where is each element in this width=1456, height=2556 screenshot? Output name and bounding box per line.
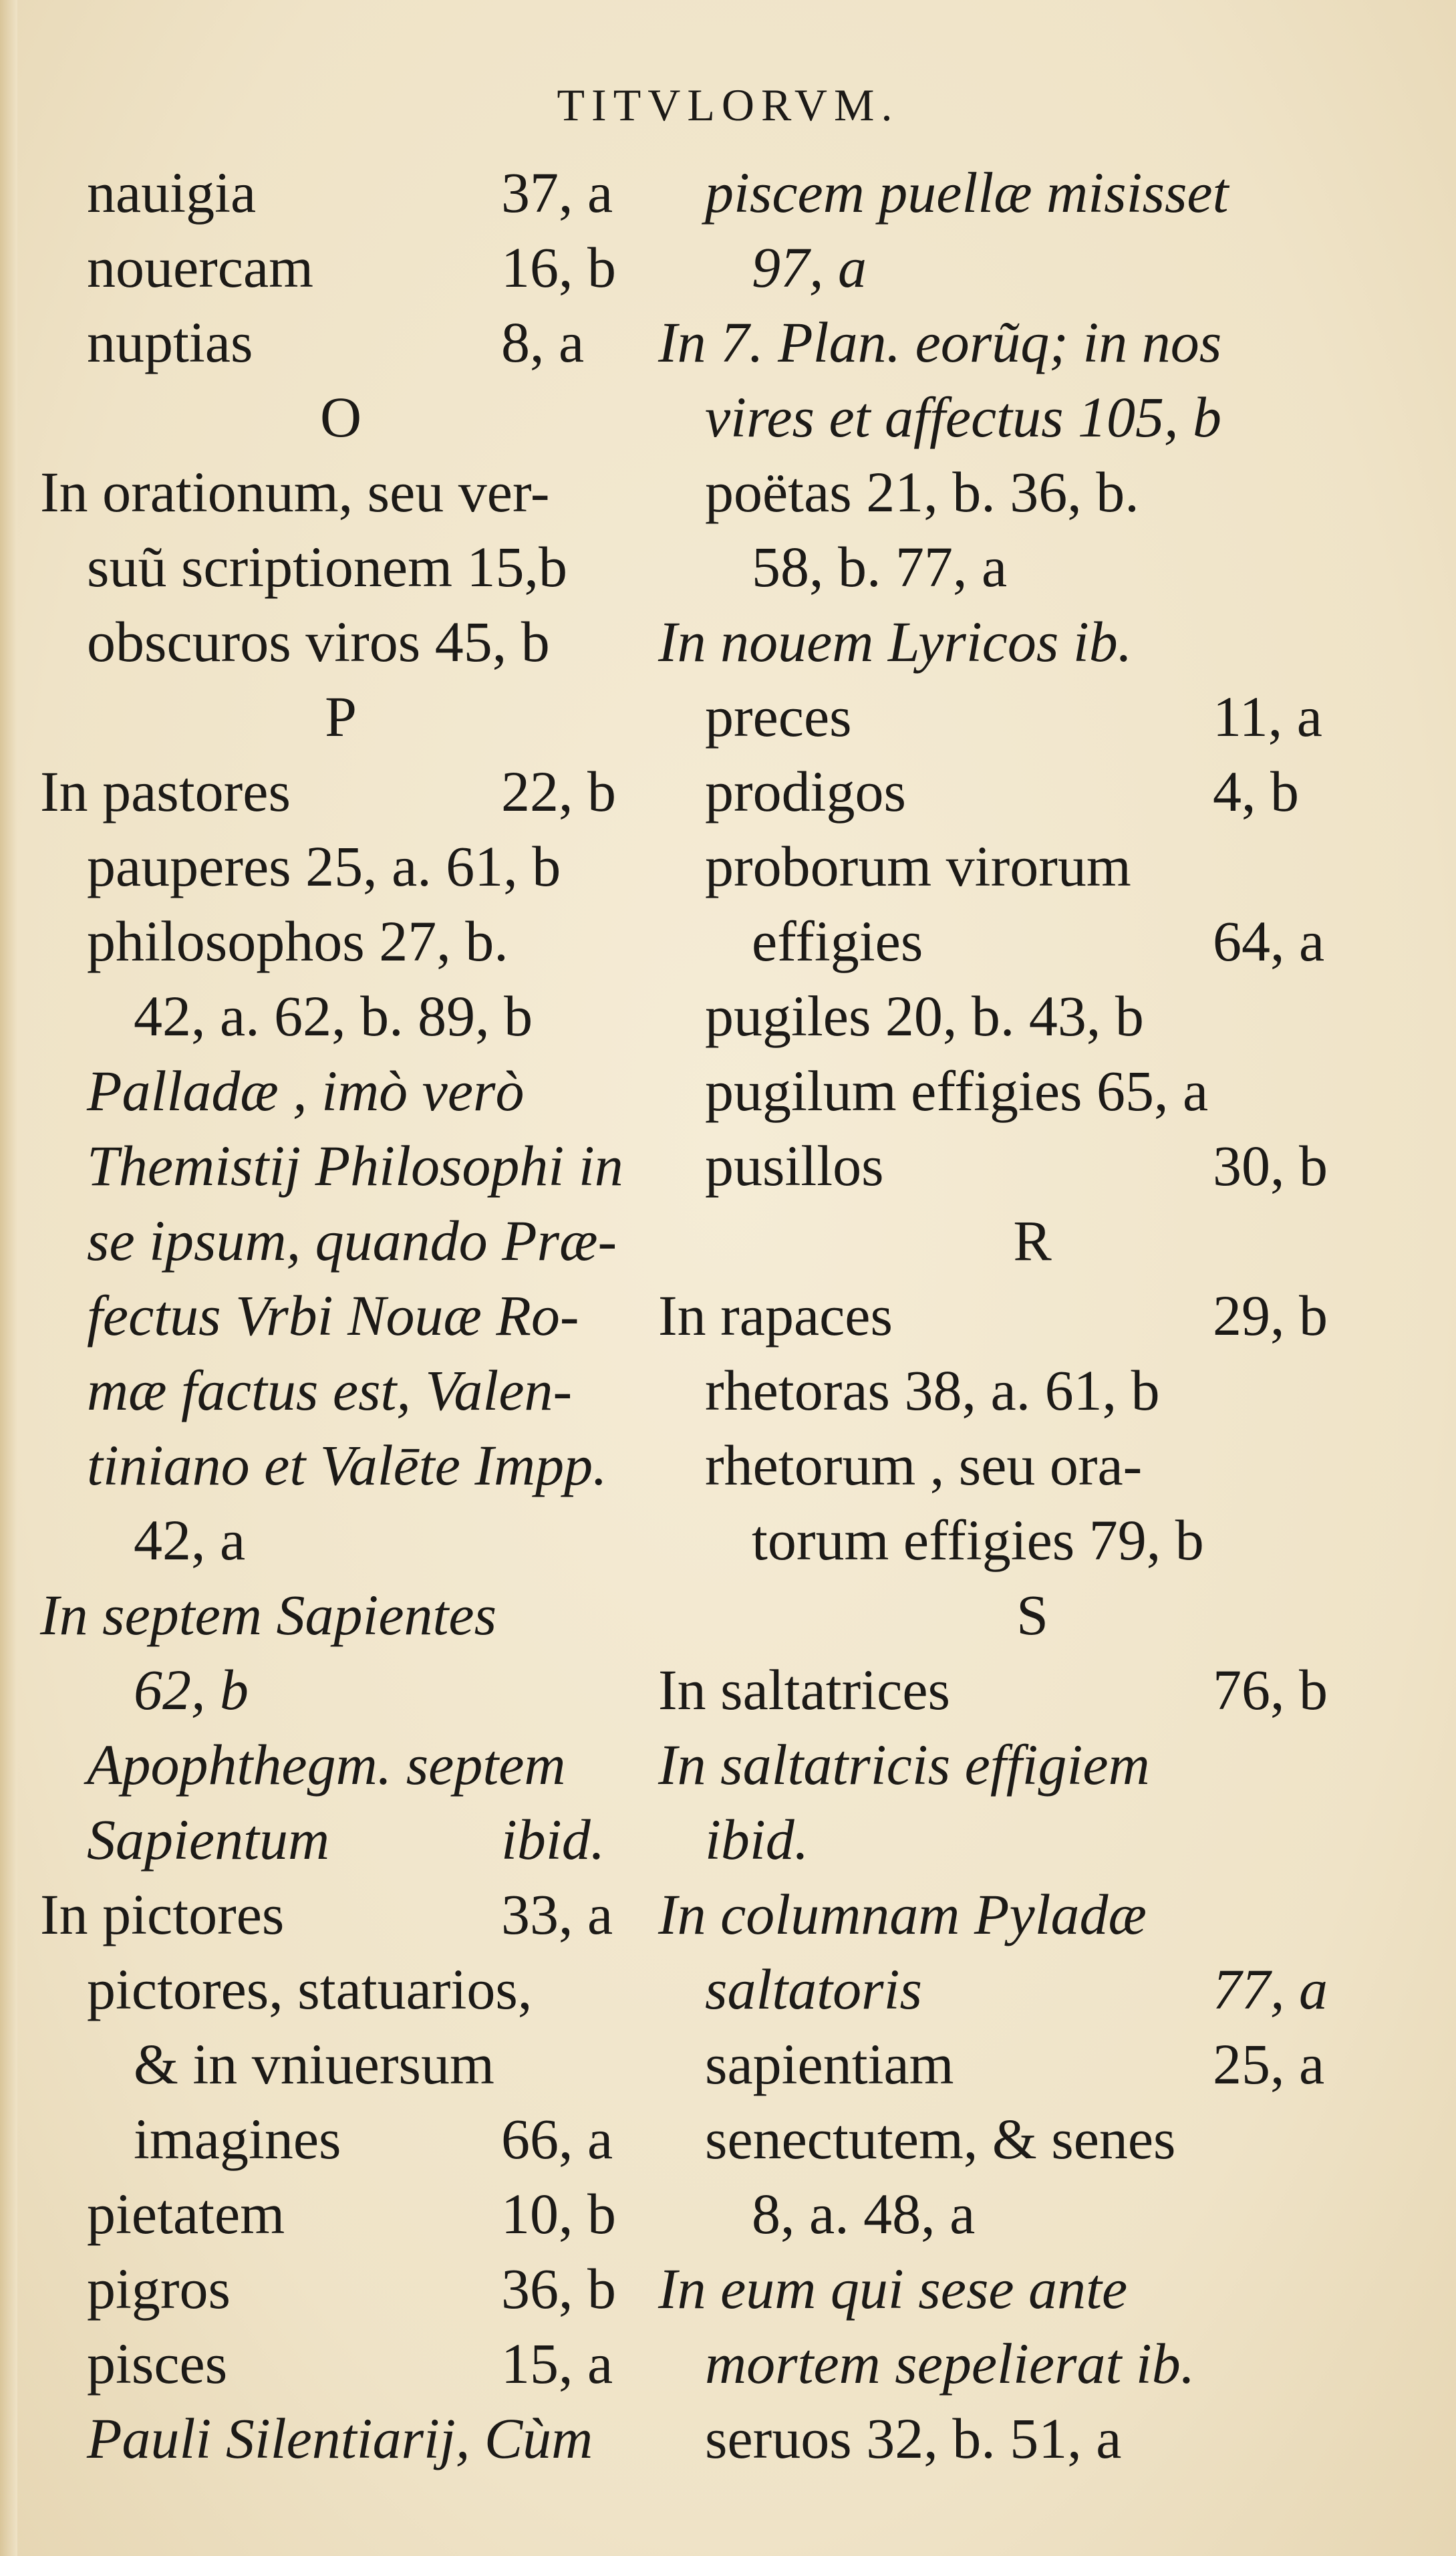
index-entry — [658, 1503, 1407, 1577]
entry-text: In rapaces — [658, 1283, 893, 1348]
index-entry — [40, 455, 641, 529]
index-entry — [658, 679, 1407, 754]
index-entry — [658, 1952, 1407, 2027]
entry-text: pisces — [87, 2331, 228, 2396]
entry-text: nuptias — [87, 310, 253, 374]
entry-text: mæ factus est, Valen- — [87, 1358, 573, 1422]
entry-text: Themistij Philosophi in — [87, 1134, 623, 1198]
index-entry — [40, 2326, 641, 2401]
index-entry — [40, 529, 641, 604]
index-entry — [658, 604, 1407, 679]
index-entry — [40, 1503, 641, 1577]
entry-text: In saltatricis effigiem — [658, 1733, 1150, 1797]
left-column — [40, 155, 641, 2476]
entry-text: preces — [705, 684, 852, 749]
index-entry — [658, 155, 1407, 230]
entry-text: obscuros viros 45, b — [87, 610, 550, 674]
entry-reference: 25, a — [1213, 2032, 1325, 2096]
index-entry — [658, 2401, 1407, 2476]
index-entry — [658, 979, 1407, 1053]
entry-reference: 77, a — [1213, 1957, 1328, 2021]
entry-text: nouercam — [87, 235, 314, 299]
index-entry — [40, 305, 641, 380]
entry-text: Palladæ , imò verò — [87, 1059, 525, 1123]
entry-text: se ipsum, quando Præ- — [87, 1208, 617, 1273]
letter-heading — [40, 380, 641, 455]
index-entry — [40, 1877, 641, 1952]
entry-text: philosophos 27, b. — [87, 909, 508, 973]
letter-heading — [658, 1203, 1407, 1278]
index-entry — [40, 904, 641, 979]
index-entry — [658, 455, 1407, 529]
entry-text: Pauli Silentiarij, Cùm — [87, 2406, 593, 2470]
entry-text: 62, b — [134, 1658, 249, 1722]
entry-reference: 22, b — [501, 759, 616, 823]
entry-text: prodigos — [705, 759, 906, 823]
index-entry — [40, 829, 641, 904]
entry-text: saltatoris — [705, 1957, 922, 2021]
index-entry — [40, 754, 641, 829]
letter-heading — [40, 679, 641, 754]
entry-text: tiniano et Valēte Impp. — [87, 1433, 607, 1497]
entry-text: O — [319, 385, 362, 449]
entry-text: nauigia — [87, 160, 257, 225]
index-entry — [40, 1802, 641, 1877]
entry-text: pigros — [87, 2257, 231, 2321]
index-entry — [658, 829, 1407, 904]
index-entry — [658, 2176, 1407, 2251]
entry-text: torum effigies 79, b — [752, 1508, 1204, 1572]
entry-text: proborum virorum — [705, 834, 1131, 898]
index-entry — [40, 1727, 641, 1802]
entry-text: 42, a. 62, b. 89, b — [134, 984, 533, 1048]
entry-text: R — [1013, 1208, 1052, 1273]
entry-text: seruos 32, b. 51, a — [705, 2406, 1122, 2470]
index-entry — [658, 2326, 1407, 2401]
entry-text: In saltatrices — [658, 1658, 950, 1722]
entry-text: rhetoras 38, a. 61, b — [705, 1358, 1160, 1422]
entry-text: piscem puellæ misisset — [705, 160, 1229, 225]
index-entry — [40, 1353, 641, 1428]
entry-reference: ibid. — [501, 1807, 605, 1872]
entry-text: Apophthegm. septem — [87, 1733, 566, 1797]
entry-text: In septem Sapientes — [40, 1583, 497, 1647]
index-entry — [658, 1727, 1407, 1802]
index-entry — [658, 1428, 1407, 1503]
entry-text: ibid. — [705, 1807, 809, 1872]
index-entry — [658, 2027, 1407, 2101]
entry-text: imagines — [134, 2107, 341, 2171]
letter-heading — [658, 1577, 1407, 1652]
index-entry — [658, 1652, 1407, 1727]
index-entry — [658, 230, 1407, 305]
index-entry — [40, 2251, 641, 2326]
index-entry — [658, 380, 1407, 455]
entry-text: pictores, statuarios, — [87, 1957, 533, 2021]
entry-reference: 30, b — [1213, 1134, 1328, 1198]
index-entry — [40, 1652, 641, 1727]
index-entry — [658, 1353, 1407, 1428]
entry-text: 97, a — [752, 235, 867, 299]
entry-text: pugiles 20, b. 43, b — [705, 984, 1144, 1048]
index-entry — [40, 155, 641, 230]
entry-text: In pictores — [40, 1882, 285, 1946]
index-entry — [40, 230, 641, 305]
entry-reference: 15, a — [501, 2331, 613, 2396]
index-entry — [658, 2101, 1407, 2176]
entry-text: mortem sepelierat ib. — [705, 2331, 1195, 2396]
index-entry — [40, 1278, 641, 1353]
entry-reference: 33, a — [501, 1882, 613, 1946]
entry-text: In pastores — [40, 759, 291, 823]
index-entry — [658, 904, 1407, 979]
right-column — [658, 155, 1407, 2476]
index-entry — [40, 979, 641, 1053]
running-header: TITVLORVM. — [557, 80, 899, 130]
entry-reference: 29, b — [1213, 1283, 1328, 1348]
index-entry — [658, 1128, 1407, 1203]
entry-reference: 10, b — [501, 2182, 616, 2246]
entry-reference: 64, a — [1213, 909, 1325, 973]
entry-text: suũ scriptionem 15,b — [87, 535, 567, 599]
entry-text: 58, b. 77, a — [752, 535, 1008, 599]
entry-text: pugilum effigies 65, a — [705, 1059, 1209, 1123]
entry-text: senectutem, & senes — [705, 2107, 1176, 2171]
index-entry — [658, 529, 1407, 604]
entry-text: pietatem — [87, 2182, 285, 2246]
index-entry — [658, 1802, 1407, 1877]
index-entry — [40, 2401, 641, 2476]
entry-text: 8, a. 48, a — [752, 2182, 976, 2246]
index-entry — [658, 754, 1407, 829]
index-entry — [658, 2251, 1407, 2326]
entry-text: In columnam Pyladæ — [658, 1882, 1147, 1946]
index-entry — [40, 1053, 641, 1128]
entry-reference: 66, a — [501, 2107, 613, 2171]
entry-text: Sapientum — [87, 1807, 330, 1872]
index-entry — [658, 1278, 1407, 1353]
index-entry — [40, 1577, 641, 1652]
entry-text: vires et affectus 105, b — [705, 385, 1222, 449]
entry-text: & in vniuersum — [134, 2032, 494, 2096]
index-entry — [658, 1053, 1407, 1128]
entry-text: In 7. Plan. eorũq; in nos — [658, 310, 1222, 374]
entry-text: poëtas 21, b. 36, b. — [705, 460, 1139, 524]
entry-text: 42, a — [134, 1508, 246, 1572]
entry-text: sapientiam — [705, 2032, 954, 2096]
entry-text: pusillos — [705, 1134, 884, 1198]
entry-text: P — [325, 684, 357, 749]
index-entry — [658, 1877, 1407, 1952]
index-entry — [40, 1428, 641, 1503]
entry-reference: 8, a — [501, 310, 585, 374]
entry-text: rhetorum , seu ora- — [705, 1433, 1143, 1497]
entry-text: fectus Vrbi Nouæ Ro- — [87, 1283, 579, 1348]
index-entry — [40, 604, 641, 679]
index-entry — [40, 1952, 641, 2027]
index-entry — [40, 2101, 641, 2176]
entry-reference: 16, b — [501, 235, 616, 299]
entry-text: In nouem Lyricos ib. — [658, 610, 1133, 674]
entry-text: In orationum, seu ver- — [40, 460, 550, 524]
entry-text: pauperes 25, a. 61, b — [87, 834, 561, 898]
entry-reference: 4, b — [1213, 759, 1299, 823]
index-entry — [40, 2027, 641, 2101]
entry-text: S — [1016, 1583, 1048, 1647]
index-entry — [658, 305, 1407, 380]
index-entry — [40, 2176, 641, 2251]
entry-reference: 37, a — [501, 160, 613, 225]
entry-reference: 76, b — [1213, 1658, 1328, 1722]
entry-reference: 36, b — [501, 2257, 616, 2321]
entry-reference: 11, a — [1213, 684, 1322, 749]
index-entry — [40, 1128, 641, 1203]
entry-text: effigies — [752, 909, 923, 973]
page-edge — [0, 0, 17, 2556]
entry-text: In eum qui sese ante — [658, 2257, 1128, 2321]
index-entry — [40, 1203, 641, 1278]
